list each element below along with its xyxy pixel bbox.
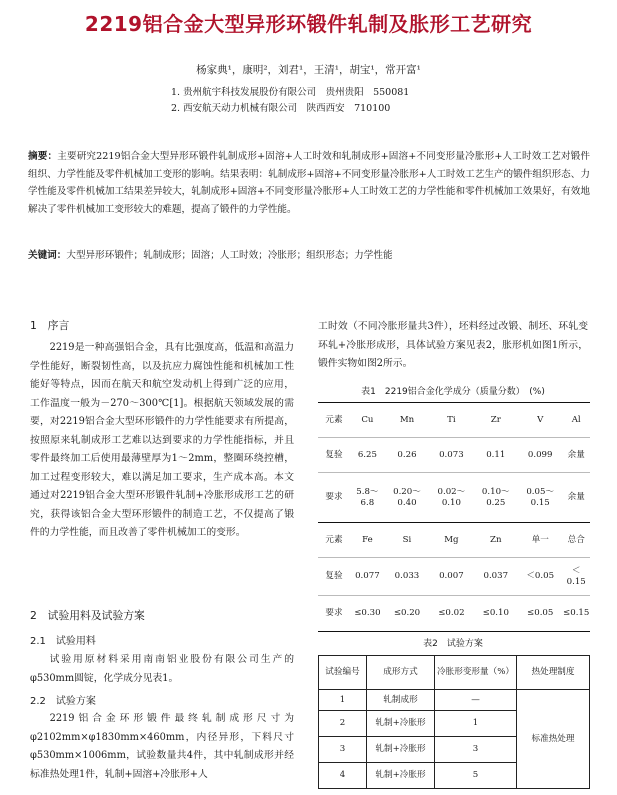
section-2-2-heading: 2.2 试验方案 bbox=[30, 696, 96, 707]
table1-row bbox=[318, 558, 590, 596]
table1-cell: 0.073 bbox=[429, 438, 473, 473]
table1-header-row-2 bbox=[318, 523, 590, 558]
table1-cell: 总合 bbox=[562, 523, 590, 558]
table2-header-cell: 热处理制度 bbox=[517, 656, 590, 690]
table1-cell: 元素 bbox=[318, 403, 350, 438]
table1-row bbox=[318, 596, 590, 632]
table2-header-row bbox=[319, 656, 590, 690]
table1-cell: 0.10～0.25 bbox=[474, 473, 518, 523]
table1-cell: ＜0.15 bbox=[562, 558, 590, 596]
table1-row bbox=[318, 473, 590, 523]
section-2-1-heading: 2.1 试验用料 bbox=[30, 636, 96, 647]
table1-cell: 复验 bbox=[318, 558, 350, 596]
table1-cell: Zn bbox=[474, 523, 518, 558]
table1-cell: 0.20～0.40 bbox=[385, 473, 429, 523]
table2-cell: 5 bbox=[435, 763, 517, 789]
table2-cell: 轧制+冷胀形 bbox=[367, 711, 435, 737]
table1-cell: Zr bbox=[474, 403, 518, 438]
table2 bbox=[318, 655, 590, 789]
table2-cell: 3 bbox=[319, 737, 367, 763]
abstract-text: 主要研究2219铝合金大型异形环锻件轧制成形+固溶+人工时效和轧制成形+固溶+不同变形量冷胀形+人工时效工艺对锻件组织、力学性能及零件机械加工变形的影响。结果表明：轧制成形+固溶+不同变形量冷胀形+人工时效工艺生产的锻件组织形态、力学性能及零件机械加工结果差异较大，轧制成形+固溶+不同变形量冷胀形+人工时效工艺的力学性能和零件机械加工效果好，有效地解决了零件机械加工变形较大的难题，提高了锻件的力学性能。 bbox=[28, 151, 591, 215]
table1-cell: 0.099 bbox=[518, 438, 562, 473]
table1-cell: ＜0.05 bbox=[518, 558, 562, 596]
table2-row bbox=[319, 690, 590, 711]
table1-cell: ≤0.15 bbox=[562, 596, 590, 632]
abstract bbox=[28, 148, 590, 218]
table1-cell: Mn bbox=[385, 403, 429, 438]
table2-cell: 轧制+冷胀形 bbox=[367, 737, 435, 763]
paper-title: 2219铝合金大型异形环锻件轧制及胀形工艺研究 bbox=[84, 12, 533, 36]
table2-cell: 3 bbox=[435, 737, 517, 763]
table1-cell: Si bbox=[385, 523, 429, 558]
table1-cell: Al bbox=[562, 403, 590, 438]
table1-cell: V bbox=[518, 403, 562, 438]
table1-cell: 要求 bbox=[318, 596, 350, 632]
right-column-paragraph: 工时效（不同冷胀形量共3件），坯料经过改锻、制坯、环轧变环轧+冷胀形成形，具体试验方案见表2，胀形机如图1所示，锻件实物如图2所示。 bbox=[318, 321, 588, 369]
table1-cell: 余量 bbox=[562, 438, 590, 473]
affiliation-2: 2. 西安航天动力机械有限公司 陕西西安 710100 bbox=[171, 103, 391, 114]
table1-cell: ≤0.20 bbox=[385, 596, 429, 632]
table1-cell: 复验 bbox=[318, 438, 350, 473]
table2-heat-treatment-cell: 标准热处理 bbox=[517, 690, 590, 789]
section-1-paragraph: 2219是一种高强铝合金，具有比强度高，低温和高温力学性能好，断裂韧性高，以及抗应力腐蚀性能和机械加工性能好等特点，因而在航天和航空发动机上得到广泛的应用，工作温度一般为－270～300℃[1]。根据航天领域发展的需要，对2219铝合金大型环形锻件的力学性能要求有所提高，按照原来轧制成形工艺难以达到要求的力学性能指标，并且零件最终加工后使用最薄壁厚为1～2mm，整圈环绕控槽，加工过程变形较大，难以满足加工要求，生产成本高。本文通过对2219铝合金大型环形锻件轧制+冷胀形成形工艺的研究，获得该铝合金大型环形锻件的制造工艺，不仅提高了锻件的力学性能，而且改善了零件机械加工的变形。 bbox=[30, 342, 294, 538]
table2-caption: 表2 试验方案 bbox=[423, 639, 483, 649]
table1-cell: ≤0.30 bbox=[350, 596, 385, 632]
keywords-text: 大型异形环锻件；轧制成形；固溶；人工时效；冷胀形；组织形态；力学性能 bbox=[66, 250, 393, 261]
table1-cell: 单一 bbox=[518, 523, 562, 558]
keywords-label: 关键词： bbox=[28, 250, 67, 261]
table1-cell: Ti bbox=[429, 403, 473, 438]
table2-cell: 2 bbox=[319, 711, 367, 737]
table1-cell: 0.02～0.10 bbox=[429, 473, 473, 523]
table1-cell: ≤0.05 bbox=[518, 596, 562, 632]
abstract-label: 摘要： bbox=[28, 151, 58, 162]
table1-cell: 0.26 bbox=[385, 438, 429, 473]
table2-cell: — bbox=[435, 690, 517, 711]
table2-cell: 轧制+冷胀形 bbox=[367, 763, 435, 789]
section-1-heading: 1 序言 bbox=[30, 319, 70, 332]
table1-cell: 6.25 bbox=[350, 438, 385, 473]
author-list: 杨家典¹，康明²，刘君¹，王清¹，胡宝¹，常开富¹ bbox=[196, 64, 421, 76]
table1-cell: ≤0.02 bbox=[429, 596, 473, 632]
table1-cell: 0.007 bbox=[429, 558, 473, 596]
table1-cell: 余量 bbox=[562, 473, 590, 523]
table1-cell: 0.077 bbox=[350, 558, 385, 596]
table2-cell: 1 bbox=[319, 690, 367, 711]
table1-cell: 0.05～0.15 bbox=[518, 473, 562, 523]
table2-header-cell: 冷胀形变形量（%） bbox=[435, 656, 517, 690]
table1-cell: Cu bbox=[350, 403, 385, 438]
table2-cell: 轧制成形 bbox=[367, 690, 435, 711]
table1-caption: 表1 2219铝合金化学成分（质量分数） (%) bbox=[361, 387, 545, 397]
table2-cell: 4 bbox=[319, 763, 367, 789]
keywords bbox=[28, 247, 590, 261]
table1-cell: 元素 bbox=[318, 523, 350, 558]
table2-cell: 1 bbox=[435, 711, 517, 737]
table2-header-cell: 成形方式 bbox=[367, 656, 435, 690]
table1-cell: 要求 bbox=[318, 473, 350, 523]
affiliation-1: 1. 贵州航宇科技发展股份有限公司 贵州贵阳 550081 bbox=[171, 87, 410, 98]
table1-cell: Fe bbox=[350, 523, 385, 558]
table1-cell: Mg bbox=[429, 523, 473, 558]
table1-cell: 5.8～6.8 bbox=[350, 473, 385, 523]
table1-cell: 0.037 bbox=[474, 558, 518, 596]
table1-header-row-1 bbox=[318, 403, 590, 438]
section-2-heading: 2 试验用料及试验方案 bbox=[30, 609, 145, 622]
section-2-1-paragraph: 试验用原材料采用南南铝业股份有限公司生产的φ530mm圆锭，化学成分见表1。 bbox=[30, 654, 294, 684]
table1 bbox=[318, 402, 590, 632]
table2-header-cell: 试验编号 bbox=[319, 656, 367, 690]
table1-row bbox=[318, 438, 590, 473]
table1-cell: 0.033 bbox=[385, 558, 429, 596]
section-2-2-paragraph: 2219铝合金环形锻件最终轧制成形尺寸为φ2102mm×φ1830mm×460mm，内径异形，下料尺寸φ530mm×1006mm，试验数量共4件，其中轧制成形并经标准热处理1件，轧制+固溶+冷胀形+人 bbox=[30, 713, 294, 780]
table1-cell: 0.11 bbox=[474, 438, 518, 473]
table1-cell: ≤0.10 bbox=[474, 596, 518, 632]
